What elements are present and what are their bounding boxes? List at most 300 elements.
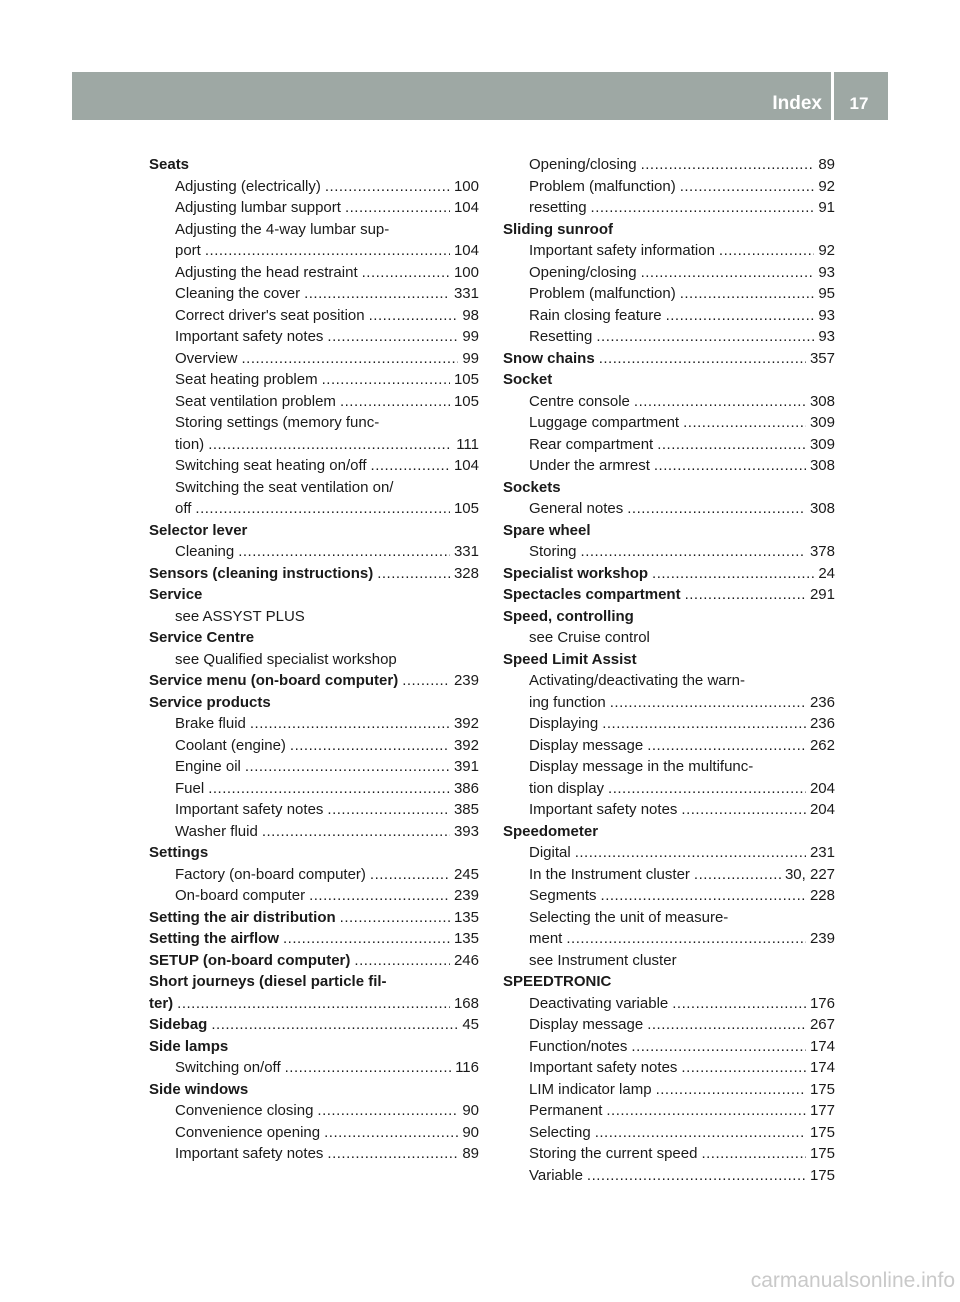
entry-text: Luggage compartment	[529, 414, 680, 431]
page-reference: 393	[453, 822, 479, 840]
leader-dots	[322, 369, 450, 391]
index-subentry	[149, 262, 479, 284]
index-column-right	[503, 154, 835, 1186]
leader-dots	[656, 1079, 806, 1101]
entry-text: Service menu (on-board computer)	[149, 672, 399, 689]
entry-text: Engine oil	[175, 758, 241, 775]
page-reference: 204	[809, 801, 835, 818]
entry-text: Spare wheel	[503, 521, 591, 539]
index-subentry	[503, 1165, 835, 1187]
index-subentry	[149, 391, 479, 413]
entry-text: ment	[529, 930, 563, 947]
index-subentry	[503, 907, 835, 929]
entry-text: General notes	[529, 500, 624, 517]
entry-text: off	[175, 500, 192, 517]
page-reference: 308	[809, 500, 835, 517]
page-reference: 309	[809, 435, 835, 453]
page-reference: 111	[456, 435, 479, 453]
page-reference: 135	[453, 908, 479, 926]
page-reference: 100	[453, 177, 479, 195]
entry-text: Washer fluid	[175, 822, 258, 840]
entry-text: Storing	[529, 543, 577, 560]
index-subentry	[503, 154, 835, 176]
entry-text: Function/notes	[529, 1037, 628, 1055]
entry-text: Storing settings (memory func-	[175, 414, 380, 431]
index-entry	[149, 563, 479, 585]
entry-text: Service products	[149, 693, 271, 711]
page-reference: 291	[809, 586, 835, 603]
entry-text: Digital	[529, 844, 571, 861]
entry-text: Opening/closing	[529, 263, 637, 281]
index-subentry	[503, 391, 835, 413]
entry-text: Sensors (cleaning instructions)	[149, 564, 374, 582]
page-reference: 239	[453, 887, 479, 904]
leader-dots	[285, 1057, 451, 1079]
index-subentry	[503, 1057, 835, 1079]
leader-dots	[371, 455, 450, 477]
entry-text: Side lamps	[149, 1037, 229, 1055]
page-reference: 236	[809, 693, 835, 711]
entry-text: SETUP (on-board computer)	[149, 951, 351, 969]
entry-text: Correct driver's seat position	[175, 306, 365, 324]
entry-text: Selecting	[529, 1123, 591, 1141]
entry-text: Sidebag	[149, 1016, 208, 1033]
entry-text: port	[175, 242, 201, 259]
leader-dots	[369, 305, 459, 327]
entry-text: Sliding sunroof	[503, 220, 613, 238]
leader-dots	[290, 735, 450, 757]
leader-dots	[250, 713, 450, 735]
leader-dots	[327, 326, 458, 348]
index-subentry	[503, 197, 835, 219]
page-reference: 357	[809, 349, 835, 367]
entry-text: Deactivating variable	[529, 994, 669, 1012]
index-subentry	[149, 498, 479, 520]
leader-dots	[208, 778, 450, 800]
index-subentry	[503, 993, 835, 1015]
page-reference: 95	[818, 285, 835, 302]
index-subentry	[149, 176, 479, 198]
leader-dots	[599, 348, 806, 370]
index-entry	[503, 520, 835, 542]
entry-text: On-board computer	[175, 887, 306, 904]
index-entry	[503, 649, 835, 671]
entry-text: resetting	[529, 199, 587, 216]
page-reference: 105	[453, 500, 479, 517]
index-subentry	[503, 283, 835, 305]
section-title: Index	[772, 93, 822, 114]
page-reference: 90	[462, 1102, 479, 1119]
index-entry	[149, 584, 479, 606]
entry-text: Storing the current speed	[529, 1145, 698, 1162]
header-divider	[831, 72, 834, 120]
entry-text: Settings	[149, 844, 209, 861]
leader-dots	[362, 262, 450, 284]
page-reference: 386	[453, 779, 479, 797]
leader-dots	[354, 950, 450, 972]
index-subentry	[149, 606, 479, 628]
page-reference: 174	[809, 1059, 835, 1076]
leader-dots	[177, 993, 450, 1015]
leader-dots	[681, 799, 806, 821]
index-entry	[149, 971, 479, 993]
page-reference: 392	[453, 736, 479, 754]
entry-text: Factory (on-board computer)	[175, 865, 366, 883]
index-subentry	[149, 541, 479, 563]
leader-dots	[694, 864, 781, 886]
index-entry	[149, 993, 479, 1015]
page-reference: 105	[453, 371, 479, 388]
leader-dots	[627, 498, 806, 520]
leader-dots	[608, 778, 806, 800]
page-reference: 99	[462, 349, 479, 367]
leader-dots	[283, 928, 450, 950]
entry-text: Setting the airflow	[149, 930, 280, 947]
page-reference: 231	[809, 844, 835, 861]
index-entry	[503, 606, 835, 628]
leader-dots	[657, 434, 806, 456]
index-subentry	[503, 670, 835, 692]
page-reference: 236	[809, 715, 835, 732]
page-reference: 228	[809, 887, 835, 904]
page-reference: 116	[455, 1059, 479, 1076]
page-reference: 239	[453, 672, 479, 689]
index-subentry	[149, 197, 479, 219]
index-subentry	[503, 864, 835, 886]
page-reference: 92	[818, 242, 835, 259]
index-subentry	[149, 864, 479, 886]
page-reference: 385	[453, 801, 479, 818]
index-subentry	[149, 369, 479, 391]
entry-text: Centre console	[529, 392, 630, 410]
index-subentry	[503, 326, 835, 348]
entry-text: Socket	[503, 371, 553, 388]
entry-text: see Instrument cluster	[529, 951, 677, 969]
leader-dots	[581, 541, 806, 563]
leader-dots	[681, 1057, 806, 1079]
entry-text: tion)	[175, 435, 205, 453]
entry-text: Resetting	[529, 328, 593, 345]
leader-dots	[591, 197, 815, 219]
leader-dots	[208, 434, 452, 456]
index-entry	[149, 907, 479, 929]
entry-text: Selecting the unit of measure-	[529, 908, 729, 926]
index-subentry	[503, 1014, 835, 1036]
leader-dots	[602, 713, 806, 735]
leader-dots	[309, 885, 450, 907]
leader-dots	[610, 692, 806, 714]
entry-text: Adjusting lumbar support	[175, 199, 341, 216]
leader-dots	[641, 154, 815, 176]
leader-dots	[654, 455, 806, 477]
leader-dots	[327, 799, 450, 821]
page-reference: 92	[818, 177, 835, 195]
page-reference: 175	[809, 1166, 835, 1184]
leader-dots	[680, 176, 815, 198]
entry-text: Seats	[149, 156, 190, 173]
index-subentry	[149, 305, 479, 327]
page-reference: 90	[462, 1123, 479, 1141]
index-entry	[149, 154, 479, 176]
entry-text: Switching on/off	[175, 1059, 281, 1076]
leader-dots	[634, 391, 806, 413]
index-subentry	[149, 649, 479, 671]
page-reference: 246	[453, 951, 479, 969]
index-subentry	[149, 1057, 479, 1079]
entry-text: SPEEDTRONIC	[503, 973, 612, 990]
index-subentry	[503, 627, 835, 649]
page-reference: 175	[809, 1123, 835, 1141]
watermark: carmanualsonline.info	[750, 1269, 955, 1292]
page-reference: 204	[809, 779, 835, 797]
page-reference: 267	[809, 1016, 835, 1033]
index-subentry	[149, 713, 479, 735]
leader-dots	[719, 240, 814, 262]
entry-text: Service	[149, 586, 203, 603]
index-subentry	[149, 412, 479, 434]
index-entry	[149, 1079, 479, 1101]
page-reference: 175	[809, 1080, 835, 1098]
index-subentry	[149, 219, 479, 241]
entry-text: Important safety notes	[175, 328, 324, 345]
leader-dots	[631, 1036, 806, 1058]
entry-text: Display message in the multifunc-	[529, 758, 754, 775]
index-entry	[149, 1014, 479, 1036]
leader-dots	[340, 907, 450, 929]
leader-dots	[238, 541, 450, 563]
entry-text: Cleaning the cover	[175, 285, 301, 302]
entry-text: tion display	[529, 779, 605, 797]
entry-text: Speedometer	[503, 822, 599, 840]
index-subentry	[503, 885, 835, 907]
leader-dots	[325, 176, 450, 198]
page-reference: 168	[453, 994, 479, 1012]
index-entry	[149, 928, 479, 950]
entry-text: Adjusting the head restraint	[175, 263, 358, 281]
entry-text: Switching the seat ventilation on/	[175, 478, 394, 496]
index-entry	[503, 369, 835, 391]
leader-dots	[345, 197, 450, 219]
leader-dots	[304, 283, 450, 305]
page-reference: 89	[818, 156, 835, 173]
index-subentry	[503, 799, 835, 821]
page-reference: 245	[453, 865, 479, 883]
index-subentry	[503, 455, 835, 477]
page-reference: 177	[809, 1102, 835, 1119]
entry-text: see ASSYST PLUS	[175, 607, 305, 625]
entry-text: Fuel	[175, 779, 205, 797]
index-subentry	[503, 756, 835, 778]
page-reference: 91	[818, 199, 835, 216]
leader-dots	[601, 885, 806, 907]
entry-text: Important safety notes	[529, 801, 678, 818]
entry-text: Overview	[175, 349, 238, 367]
leader-dots	[685, 584, 806, 606]
entry-text: Selector lever	[149, 521, 248, 539]
index-entry	[503, 219, 835, 241]
page-reference: 104	[453, 242, 479, 259]
index-subentry	[149, 1100, 479, 1122]
index-subentry	[503, 713, 835, 735]
page-reference: 105	[453, 392, 479, 410]
index-subentry	[503, 1122, 835, 1144]
index-subentry	[149, 455, 479, 477]
entry-text: Service Centre	[149, 629, 255, 646]
leader-dots	[327, 1143, 458, 1165]
page-reference: 309	[809, 414, 835, 431]
index-subentry	[503, 950, 835, 972]
leader-dots	[701, 1143, 806, 1165]
entry-text: Rain closing feature	[529, 306, 662, 324]
index-subentry	[503, 305, 835, 327]
entry-text: LIM indicator lamp	[529, 1080, 652, 1098]
leader-dots	[566, 928, 806, 950]
index-subentry	[503, 692, 835, 714]
entry-text: Switching seat heating on/off	[175, 457, 367, 474]
leader-dots	[195, 498, 450, 520]
index-subentry	[503, 1036, 835, 1058]
page-reference: 30, 227	[784, 865, 835, 883]
leader-dots	[402, 670, 450, 692]
page-reference: 331	[453, 285, 479, 302]
index-entry	[503, 563, 835, 585]
entry-text: Under the armrest	[529, 457, 650, 474]
leader-dots	[317, 1100, 458, 1122]
page-reference: 93	[818, 328, 835, 345]
page-reference: 175	[809, 1145, 835, 1162]
page-reference: 331	[453, 543, 479, 560]
leader-dots	[245, 756, 450, 778]
entry-text: see Qualified specialist workshop	[175, 650, 397, 668]
index-entry	[503, 348, 835, 370]
index-subentry	[503, 498, 835, 520]
leader-dots	[211, 1014, 458, 1036]
page-reference: 262	[809, 736, 835, 754]
index-entry	[503, 584, 835, 606]
index-subentry	[503, 412, 835, 434]
index-subentry	[149, 240, 479, 262]
page-reference: 174	[809, 1037, 835, 1055]
index-subentry	[503, 240, 835, 262]
index-subentry	[503, 928, 835, 950]
index-subentry	[503, 1079, 835, 1101]
index-subentry	[149, 477, 479, 499]
page-reference: 100	[453, 263, 479, 281]
index-column-left	[149, 154, 479, 1165]
entry-text: Problem (malfunction)	[529, 285, 676, 302]
entry-text: Opening/closing	[529, 156, 637, 173]
page-reference: 391	[453, 758, 479, 775]
page-reference: 176	[809, 994, 835, 1012]
leader-dots	[652, 563, 814, 585]
page-reference: 308	[809, 392, 835, 410]
entry-text: Sockets	[503, 478, 561, 496]
page-reference: 45	[462, 1016, 479, 1033]
entry-text: Segments	[529, 887, 597, 904]
index-subentry	[149, 821, 479, 843]
entry-text: Coolant (engine)	[175, 736, 286, 754]
index-subentry	[503, 735, 835, 757]
page-reference: 378	[809, 543, 835, 560]
leader-dots	[370, 864, 450, 886]
entry-text: Speed, controlling	[503, 607, 634, 625]
entry-text: ter)	[149, 994, 174, 1012]
index-subentry	[149, 1122, 479, 1144]
index-entry	[149, 520, 479, 542]
index-subentry	[149, 348, 479, 370]
entry-text: Convenience opening	[175, 1123, 321, 1141]
leader-dots	[575, 842, 806, 864]
index-subentry	[149, 735, 479, 757]
entry-text: Cleaning	[175, 543, 235, 560]
index-subentry	[149, 434, 479, 456]
entry-text: Display message	[529, 1016, 644, 1033]
page-reference: 135	[453, 930, 479, 947]
leader-dots	[587, 1165, 806, 1187]
index-subentry	[503, 541, 835, 563]
page-reference: 93	[818, 306, 835, 324]
entry-text: Speed Limit Assist	[503, 650, 637, 668]
entry-text: Important safety information	[529, 242, 715, 259]
index-subentry	[149, 283, 479, 305]
entry-text: Problem (malfunction)	[529, 177, 676, 195]
leader-dots	[606, 1100, 806, 1122]
leader-dots	[340, 391, 450, 413]
index-subentry	[149, 1143, 479, 1165]
index-subentry	[149, 799, 479, 821]
index-subentry	[503, 434, 835, 456]
entry-text: Display message	[529, 736, 644, 754]
entry-text: Convenience closing	[175, 1102, 314, 1119]
entry-text: Adjusting the 4-way lumbar sup-	[175, 220, 390, 238]
entry-text: Short journeys (diesel particle fil-	[149, 973, 387, 990]
page-reference: 89	[462, 1145, 479, 1162]
entry-text: Permanent	[529, 1102, 603, 1119]
page-reference: 104	[453, 199, 479, 216]
entry-text: In the Instrument cluster	[529, 865, 690, 883]
leader-dots	[595, 1122, 806, 1144]
index-entry	[503, 971, 835, 993]
index-entry	[149, 670, 479, 692]
entry-text: ing function	[529, 693, 606, 711]
index-subentry	[503, 778, 835, 800]
leader-dots	[672, 993, 806, 1015]
entry-text: Activating/deactivating the warn-	[529, 672, 745, 689]
page-number: 17	[849, 94, 869, 113]
entry-text: Specialist workshop	[503, 564, 649, 582]
index-subentry	[503, 1143, 835, 1165]
index-subentry	[149, 885, 479, 907]
entry-text: Important safety notes	[529, 1059, 678, 1076]
page-reference: 24	[818, 564, 835, 582]
index-entry	[149, 627, 479, 649]
index-entry	[149, 692, 479, 714]
page-reference: 392	[453, 715, 479, 732]
index-entry	[149, 842, 479, 864]
entry-text: Spectacles compartment	[503, 586, 681, 603]
index-entry	[149, 1036, 479, 1058]
entry-text: Adjusting (electrically)	[175, 177, 321, 195]
index-subentry	[503, 262, 835, 284]
leader-dots	[242, 348, 459, 370]
leader-dots	[647, 735, 806, 757]
page-reference: 104	[453, 457, 479, 474]
leader-dots	[680, 283, 815, 305]
index-entry	[503, 477, 835, 499]
entry-text: Seat ventilation problem	[175, 392, 336, 410]
entry-text: Side windows	[149, 1080, 249, 1098]
index-entry	[149, 950, 479, 972]
